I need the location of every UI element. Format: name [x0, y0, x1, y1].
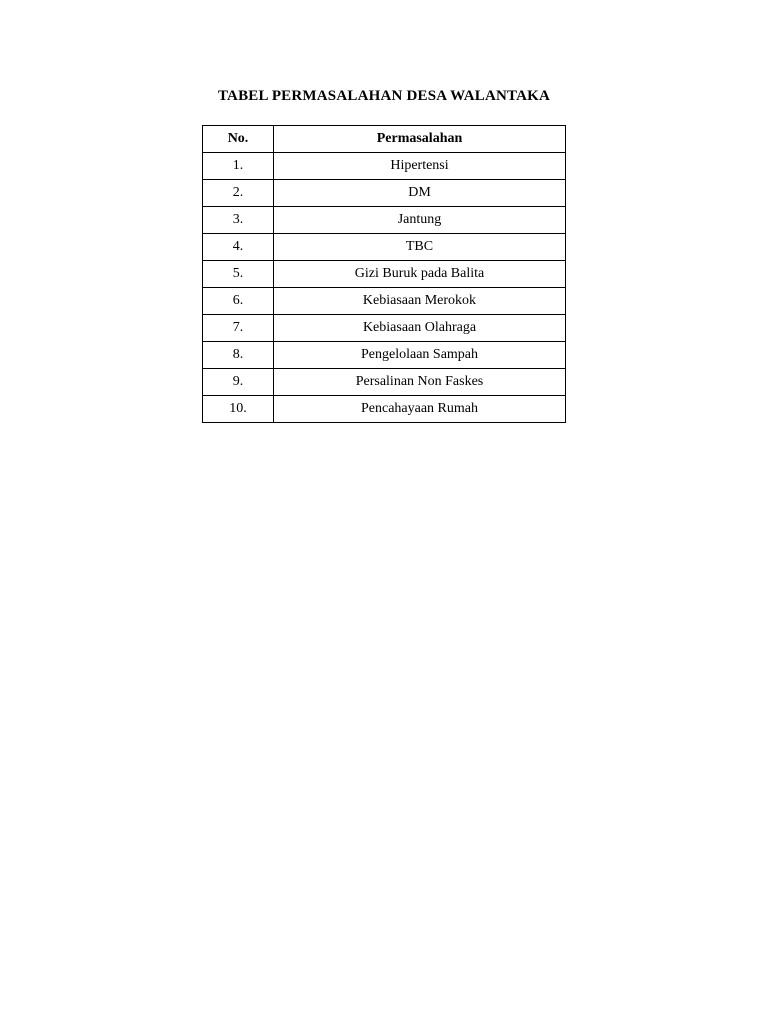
row-problem: Jantung [274, 207, 566, 234]
row-number: 6. [203, 288, 274, 315]
table-row [203, 153, 566, 180]
row-problem: Kebiasaan Merokok [274, 288, 566, 315]
row-number: 2. [203, 180, 274, 207]
page-title: TABEL PERMASALAHAN DESA WALANTAKA [217, 88, 551, 104]
table-row [203, 288, 566, 315]
table-row [203, 396, 566, 423]
row-number: 1. [203, 153, 274, 180]
table-row [203, 261, 566, 288]
row-number: 5. [203, 261, 274, 288]
problems-table [202, 125, 566, 423]
table-row [203, 207, 566, 234]
table-header-row [203, 126, 566, 153]
table-row [203, 315, 566, 342]
table-row [203, 234, 566, 261]
column-header-problem: Permasalahan [274, 126, 566, 153]
row-problem: TBC [274, 234, 566, 261]
row-problem: Persalinan Non Faskes [274, 369, 566, 396]
row-problem: DM [274, 180, 566, 207]
row-problem: Pengelolaan Sampah [274, 342, 566, 369]
row-problem: Kebiasaan Olahraga [274, 315, 566, 342]
row-number: 7. [203, 315, 274, 342]
row-number: 9. [203, 369, 274, 396]
table-row [203, 369, 566, 396]
column-header-no: No. [203, 126, 274, 153]
row-problem: Pencahayaan Rumah [274, 396, 566, 423]
row-problem: Hipertensi [274, 153, 566, 180]
row-number: 8. [203, 342, 274, 369]
table-row [203, 342, 566, 369]
row-problem: Gizi Buruk pada Balita [274, 261, 566, 288]
table-row [203, 180, 566, 207]
row-number: 10. [203, 396, 274, 423]
row-number: 3. [203, 207, 274, 234]
row-number: 4. [203, 234, 274, 261]
